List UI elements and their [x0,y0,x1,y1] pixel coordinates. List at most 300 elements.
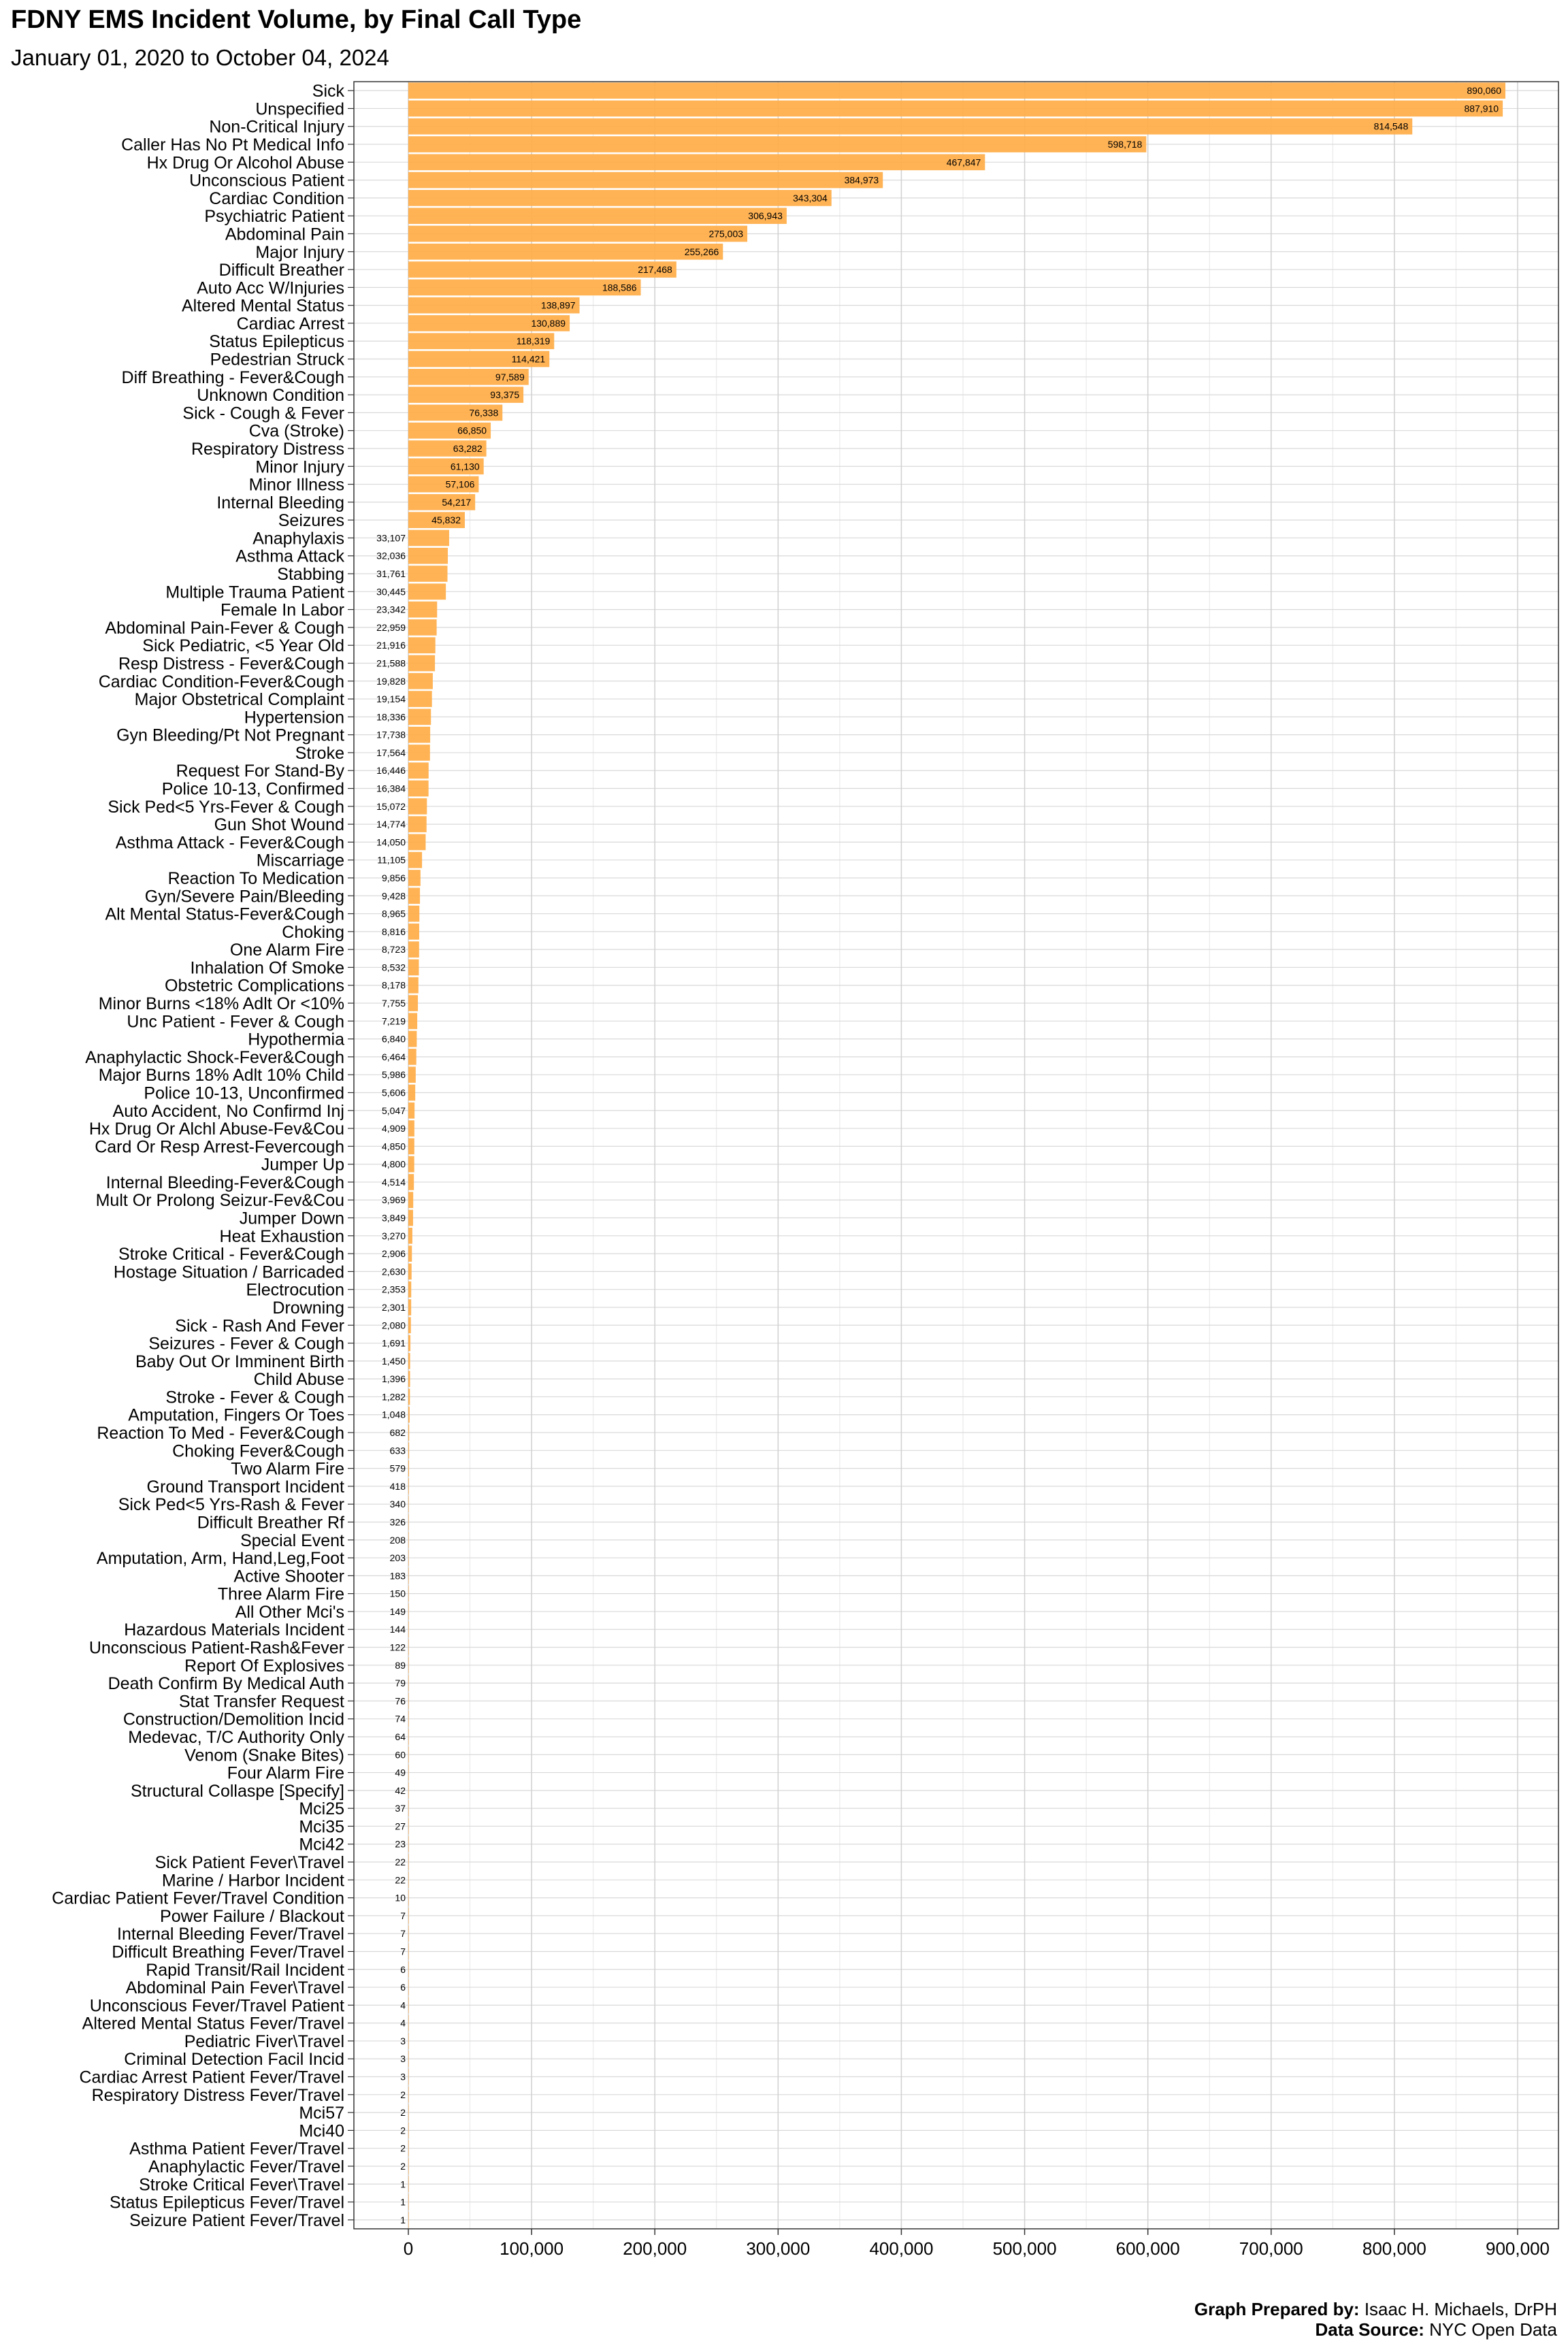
value-label: 890,060 [1467,85,1501,97]
category-label: Stabbing [277,565,344,585]
value-label: 49 [395,1767,406,1778]
x-tick-label: 100,000 [500,2238,564,2259]
bar [408,995,418,1011]
value-label: 3,969 [381,1194,406,1206]
category-label: Reaction To Med - Fever&Cough [97,1424,344,1443]
category-label: Anaphylactic Fever/Travel [148,2157,344,2176]
plot-border [354,82,1558,2229]
bar [408,1049,416,1065]
bar [408,1872,409,1888]
bar [408,977,419,994]
value-label: 22 [395,1874,406,1886]
bar [408,1836,409,1852]
bar [408,2069,409,2085]
value-label: 9,428 [381,890,406,902]
bar [408,1013,417,1029]
value-label: 3 [400,2035,406,2046]
value-label: 1,396 [381,1373,406,1385]
bar [408,1120,414,1137]
category-label: Cardiac Arrest Patient Fever/Travel [79,2068,344,2087]
category-label: Hx Drug Or Alcohol Abuse [146,153,344,173]
category-label: Cardiac Patient Fever/Travel Condition [52,1889,344,1908]
category-label: Mult Or Prolong Seizur-Fev&Cou [95,1191,344,1211]
value-label: 1 [400,2214,406,2225]
value-label: 30,445 [376,586,406,598]
category-label: Asthma Attack - Fever&Cough [115,833,344,853]
value-label: 23 [395,1838,406,1850]
value-label: 5,986 [381,1069,406,1081]
bar [408,1944,409,1960]
value-label: 8,178 [381,979,406,991]
category-label: Gyn Bleeding/Pt Not Pregnant [116,725,344,745]
category-label: Major Burns 18% Adlt 10% Child [98,1066,344,1085]
bar [408,1765,409,1781]
value-label: 2 [400,2089,406,2100]
bar [408,2033,409,2049]
value-label: 6 [400,1963,406,1975]
value-label: 4,514 [381,1176,406,1188]
data-source-label: Data Source: [1315,2319,1424,2340]
bar [408,1782,409,1799]
value-label: 150 [389,1588,406,1599]
category-label: Anaphylactic Shock-Fever&Cough [85,1047,344,1067]
category-label: Death Confirm By Medical Auth [108,1674,344,1694]
bar [408,1746,409,1763]
value-label: 1,048 [381,1409,406,1420]
category-label: Status Epilepticus Fever/Travel [109,2193,344,2212]
category-label: Non-Critical Injury [209,117,344,137]
value-label: 57,106 [445,478,475,490]
bar [408,548,448,564]
bar [408,1532,409,1548]
value-label: 4 [400,2017,406,2029]
value-label: 93,375 [490,389,520,401]
bar [408,1586,409,1602]
bar [408,1192,413,1208]
value-label: 18,336 [376,711,406,723]
bar [408,2158,409,2174]
value-label: 27 [395,1820,406,1832]
value-label: 76 [395,1695,406,1707]
bar [408,1353,410,1369]
bar [408,1514,409,1531]
category-label: Minor Illness [248,475,344,495]
value-label: 149 [389,1605,406,1617]
bar [408,1281,411,1298]
category-label: Sick Ped<5 Yrs-Rash & Fever [118,1495,344,1515]
category-label: Choking [282,922,344,942]
bar [408,1460,409,1477]
category-label: Asthma Patient Fever/Travel [129,2139,344,2159]
category-label: Stroke - Fever & Cough [165,1388,344,1407]
value-label: 8,965 [381,908,406,919]
category-label: Hypertension [244,708,344,728]
category-label: Three Alarm Fire [217,1584,344,1604]
category-label: Sick [312,82,344,101]
value-label: 16,446 [376,765,406,777]
bar [408,1210,413,1226]
bar [408,1496,409,1512]
category-label: Cva (Stroke) [248,421,344,441]
prepared-by [1194,2299,1557,2319]
category-label: Electrocution [246,1280,344,1300]
value-label: 64 [395,1731,406,1742]
category-label: Jumper Up [261,1155,344,1175]
category-label: Abdominal Pain [225,225,344,244]
value-label: 63,282 [453,442,483,454]
value-label: 7 [400,1928,406,1940]
bar [408,602,437,618]
category-label: Difficult Breathing Fever/Travel [112,1942,344,1962]
bar [408,1335,410,1352]
category-label: Power Failure / Blackout [160,1906,344,1926]
bar [408,1657,409,1673]
chart-subtitle: January 01, 2020 to October 04, 2024 [11,45,389,70]
category-label: Internal Bleeding-Fever&Cough [105,1173,344,1192]
category-label: Anaphylaxis [252,529,344,549]
category-label: Altered Mental Status [181,296,344,316]
category-label: Abdominal Pain Fever\Travel [125,1978,344,1998]
value-label: 208 [389,1534,406,1546]
value-label: 598,718 [1107,139,1143,150]
category-label: Difficult Breather Rf [197,1513,344,1533]
bar [408,154,985,170]
category-label: Cardiac Condition-Fever&Cough [98,672,344,691]
bar [408,781,429,797]
bar [408,2104,409,2121]
category-label: Amputation, Arm, Hand,Leg,Foot [96,1549,344,1569]
bar [408,1854,409,1870]
value-label: 15,072 [376,800,406,812]
x-tick-label: 600,000 [1115,2238,1180,2259]
x-tick-label: 300,000 [746,2238,811,2259]
value-label: 76,338 [469,407,499,419]
value-label: 14,050 [376,836,406,848]
value-label: 3,270 [381,1230,406,1241]
x-tick-label: 900,000 [1486,2238,1550,2259]
value-label: 89 [395,1659,406,1671]
bar [408,1085,415,1101]
value-label: 183 [389,1570,406,1582]
value-label: 275,003 [708,228,744,240]
category-label: Criminal Detection Facil Incid [124,2050,344,2070]
value-label: 3,849 [381,1212,406,1224]
category-label: Amputation, Fingers Or Toes [128,1405,344,1425]
value-label: 343,304 [793,192,828,203]
category-label: Gyn/Severe Pain/Bleeding [144,887,344,906]
category-label: Heat Exhaustion [219,1226,344,1246]
category-label: Four Alarm Fire [227,1763,344,1783]
value-label: 97,589 [495,371,525,382]
bar [408,1066,416,1083]
bar [408,2176,409,2192]
value-label: 17,738 [376,729,406,740]
value-label: 9,856 [381,872,406,883]
prepared-by-value: Isaac H. Michaels, DrPH [1359,2299,1557,2319]
category-label: Mci35 [299,1817,344,1837]
value-label: 1 [400,2178,406,2190]
bars [408,82,1505,2227]
bar [408,1389,410,1405]
category-label: Cardiac Condition [209,189,344,208]
category-label: Female In Labor [220,600,344,620]
category-label: Unconscious Patient-Rash&Fever [88,1638,344,1658]
category-label: Hazardous Materials Incident [124,1620,344,1640]
bar [408,1228,412,1244]
value-label: 74 [395,1713,406,1725]
bar [408,691,432,707]
bar [408,1997,409,2014]
value-label: 255,266 [684,246,719,257]
value-label: 682 [389,1427,406,1439]
bar [408,261,676,278]
bar [408,2140,409,2157]
value-label: 114,421 [511,353,546,365]
category-label: Sick Patient Fever\Travel [154,1853,344,1873]
bar [408,1264,412,1280]
value-label: 326 [389,1516,406,1528]
value-label: 579 [389,1463,406,1474]
bar [408,2123,409,2139]
value-label: 633 [389,1445,406,1456]
category-label: Sick Pediatric, <5 Year Old [142,636,344,656]
bar [408,745,430,761]
value-label: 2,301 [381,1301,406,1313]
value-label: 54,217 [442,496,472,508]
category-label: Minor Burns <18% Adlt Or <10% [98,994,344,1014]
category-label: Card Or Resp Arrest-Fevercough [95,1137,344,1157]
category-label: Multiple Trauma Patient [165,583,344,602]
bar [408,1407,410,1423]
value-label: 22 [395,1857,406,1868]
value-label: 4,850 [381,1141,406,1152]
value-label: 3 [400,2071,406,2082]
value-label: 7 [400,1910,406,1921]
category-label: Cardiac Arrest [236,314,344,333]
category-label: Ground Transport Incident [146,1477,344,1497]
y-axis-labels [52,82,354,2230]
bar [408,226,747,242]
category-label: Police 10-13, Confirmed [161,779,344,799]
value-label: 8,532 [381,962,406,973]
bar [408,1675,409,1691]
bar [408,1102,414,1119]
category-label: Unspecified [255,99,344,119]
value-label: 203 [389,1552,406,1564]
value-label: 2,080 [381,1320,406,1331]
value-label: 6 [400,1982,406,1993]
category-label: Stat Transfer Request [178,1692,344,1712]
category-label: Psychiatric Patient [204,207,344,227]
value-label: 340 [389,1499,406,1510]
category-label: Choking Fever&Cough [172,1441,344,1461]
category-label: Inhalation Of Smoke [190,958,344,978]
category-label: Auto Acc W/Injuries [197,278,344,298]
bar [408,2015,409,2031]
value-label: 45,832 [431,514,461,526]
x-tick-label: 0 [403,2238,414,2259]
category-label: Pediatric Fiver\Travel [184,2031,344,2051]
value-label: 21,916 [376,640,406,651]
data-source [1194,2319,1557,2340]
value-label: 144 [389,1624,406,1635]
value-label: 306,943 [748,210,783,222]
category-label: Mci42 [299,1835,344,1855]
bar [408,1890,409,1906]
category-label: Sick Ped<5 Yrs-Fever & Cough [108,797,344,817]
bar [408,101,1503,117]
value-label: 2 [400,2142,406,2154]
value-label: 887,910 [1464,103,1499,114]
bar [408,1442,409,1458]
bar [408,960,419,976]
value-label: 7 [400,1946,406,1957]
category-label: Structural Collaspe [Specify] [130,1781,344,1801]
bar [408,1621,409,1637]
value-label: 23,342 [376,604,406,615]
bar [408,1299,411,1316]
bar [408,655,435,672]
category-label: Minor Injury [255,457,344,477]
bar [408,906,419,922]
category-label: Respiratory Distress Fever/Travel [91,2085,344,2105]
value-label: 10 [395,1892,406,1904]
category-label: Unconscious Patient [189,171,344,191]
category-label: One Alarm Fire [229,941,344,960]
category-label: Mci40 [299,2121,344,2141]
value-label: 1,282 [381,1391,406,1403]
category-label: Hx Drug Or Alchl Abuse-Fev&Cou [88,1120,344,1139]
bar [408,530,449,546]
bar [408,619,437,636]
bar [408,924,419,940]
value-label: 32,036 [376,550,406,561]
category-label: Unknown Condition [197,386,344,406]
category-label: Unc Patient - Fever & Cough [127,1012,344,1032]
category-label: Hostage Situation / Barricaded [113,1262,344,1282]
category-label: Special Event [240,1531,344,1550]
bar [408,1550,409,1566]
value-label: 5,047 [381,1105,406,1116]
value-label: 4 [400,1999,406,2011]
grid-lines [354,82,1558,2229]
bar [408,1729,409,1745]
value-label: 42 [395,1784,406,1796]
value-label: 1 [400,2196,406,2208]
value-label: 2 [400,2160,406,2172]
category-label: Rapid Transit/Rail Incident [146,1960,344,1980]
bar [408,566,448,582]
x-tick-label: 800,000 [1362,2238,1426,2259]
bar [408,1603,409,1620]
value-label: 1,450 [381,1355,406,1367]
category-label: Report Of Explosives [184,1656,344,1676]
value-label: 4,800 [381,1158,406,1170]
value-label: 6,464 [381,1051,406,1062]
category-label: Abdominal Pain-Fever & Cough [105,618,344,638]
category-label: Auto Accident, No Confirmd Inj [112,1101,344,1121]
value-label: 7,755 [381,998,406,1009]
bar [408,1174,414,1190]
bar [408,1693,409,1710]
category-label: Drowning [272,1298,344,1318]
x-axis [404,2229,1550,2259]
category-label: Stroke [295,743,344,763]
bar [408,887,420,904]
value-label: 118,319 [516,336,551,347]
x-tick-label: 500,000 [992,2238,1057,2259]
data-source-value: NYC Open Data [1424,2319,1557,2340]
value-label: 384,973 [844,174,879,186]
category-label: Two Alarm Fire [231,1459,344,1479]
value-label: 19,828 [376,675,406,687]
category-label: Diff Breathing - Fever&Cough [121,368,344,387]
category-label: Altered Mental Status Fever/Travel [82,2014,344,2034]
value-label: 19,154 [376,693,406,705]
bar [408,172,883,189]
bar [408,870,421,886]
bar [408,1478,409,1494]
category-label: Seizure Patient Fever/Travel [129,2210,344,2230]
bar [408,1139,414,1155]
value-label: 2,353 [381,1284,406,1295]
category-label: Request For Stand-By [176,762,344,781]
bar [408,1371,410,1387]
category-label: Active Shooter [233,1567,344,1586]
value-label: 3 [400,2053,406,2065]
category-label: Police 10-13, Unconfirmed [144,1083,344,1103]
category-label: Mci57 [299,2104,344,2123]
bar [408,762,429,779]
bar [408,1711,409,1727]
bar [408,1925,409,1942]
bar [408,1908,409,1924]
bar [408,816,427,832]
value-label: 8,816 [381,926,406,937]
category-label: Mci25 [299,1799,344,1819]
bar [408,244,723,260]
category-label: Obstetric Complications [165,976,344,996]
category-label: Seizures - Fever & Cough [148,1334,344,1354]
bar [408,1568,409,1584]
bar [408,709,431,725]
value-label: 217,468 [638,264,672,276]
bar [408,1639,409,1656]
category-label: Difficult Breather [218,261,344,280]
value-label: 7,219 [381,1015,406,1027]
value-label: 418 [389,1480,406,1492]
category-label: Internal Bleeding [216,493,344,512]
bar [408,136,1146,152]
value-label: 1,691 [381,1337,406,1349]
category-label: Medevac, T/C Authority Only [128,1727,344,1747]
bar [408,1424,409,1441]
bar [408,2051,409,2067]
category-label: Major Injury [255,242,344,262]
value-label: 4,909 [381,1123,406,1134]
value-label: 79 [395,1678,406,1689]
value-label: 122 [389,1642,406,1653]
category-label: Hypothermia [248,1030,344,1049]
value-label: 60 [395,1749,406,1761]
category-label: Asthma Attack [235,546,344,566]
bar [408,852,422,868]
category-label: Miscarriage [256,851,344,870]
category-label: Child Abuse [253,1370,344,1390]
bar [408,1979,409,1995]
category-label: Major Obstetrical Complaint [134,690,344,710]
value-label: 14,774 [376,819,406,830]
